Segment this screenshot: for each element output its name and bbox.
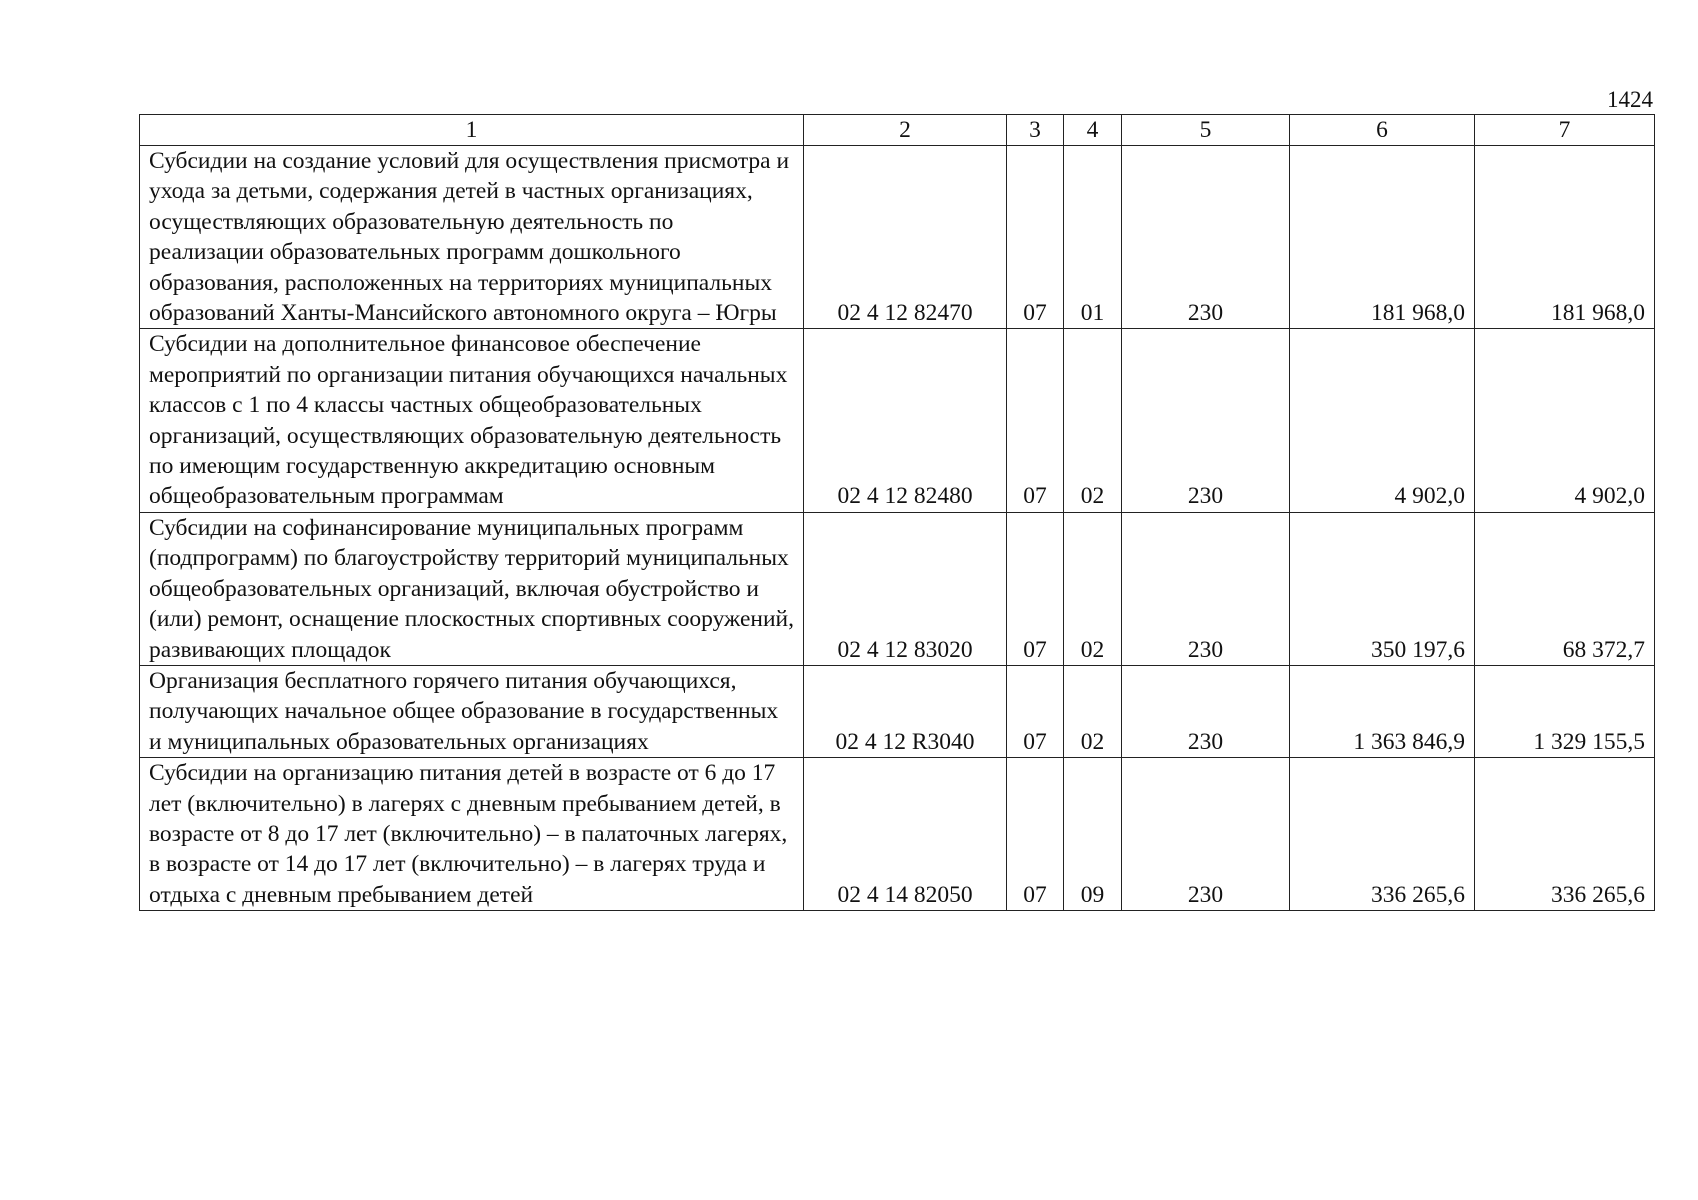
row-description: Субсидии на создание условий для осуществления присмотра и ухода за детьми, содержания детей в частных организациях, осуществляющих образовательную деятельность по реализации образовательных программ дошкольного образования, расположенных на территориях муниципальных образований Ханты-Мансийского автономного округа – Югры xyxy=(140,146,804,329)
row-section: 07 xyxy=(1007,329,1064,512)
row-subsection: 02 xyxy=(1064,665,1122,757)
row-expense-type: 230 xyxy=(1122,512,1290,665)
row-amount-col7: 68 372,7 xyxy=(1475,512,1655,665)
header-row xyxy=(140,115,1655,146)
page-number: 1424 xyxy=(1607,87,1653,112)
header-col-1: 1 xyxy=(140,115,804,146)
header-col-4: 4 xyxy=(1064,115,1122,146)
table-row xyxy=(140,146,1655,329)
row-expense-type: 230 xyxy=(1122,146,1290,329)
row-section: 07 xyxy=(1007,146,1064,329)
row-target-code: 02 4 14 82050 xyxy=(804,758,1007,911)
header-col-2: 2 xyxy=(804,115,1007,146)
row-target-code: 02 4 12 83020 xyxy=(804,512,1007,665)
table-row xyxy=(140,512,1655,665)
row-expense-type: 230 xyxy=(1122,758,1290,911)
row-description: Субсидии на организацию питания детей в возрасте от 6 до 17 лет (включительно) в лагерях с дневным пребыванием детей, в возрасте от 8 до 17 лет (включительно) – в палаточных лагерях, в возрасте от 14 до 17 лет (включительно) – в лагерях труда и отдыха с дневным пребыванием детей xyxy=(140,758,804,911)
header-col-5: 5 xyxy=(1122,115,1290,146)
row-description: Субсидии на дополнительное финансовое обеспечение мероприятий по организации питания обучающихся начальных классов с 1 по 4 классы частных общеобразовательных организаций, осуществляющих образовательную деятельность по имеющим государственную аккредитацию основным общеобразовательным программам xyxy=(140,329,804,512)
row-target-code: 02 4 12 R3040 xyxy=(804,665,1007,757)
row-amount-col6: 4 902,0 xyxy=(1290,329,1475,512)
row-subsection: 02 xyxy=(1064,329,1122,512)
row-subsection: 01 xyxy=(1064,146,1122,329)
row-target-code: 02 4 12 82480 xyxy=(804,329,1007,512)
row-amount-col7: 181 968,0 xyxy=(1475,146,1655,329)
table-row xyxy=(140,665,1655,757)
row-description: Организация бесплатного горячего питания обучающихся, получающих начальное общее образование в государственных и муниципальных образовательных организациях xyxy=(140,665,804,757)
row-amount-col7: 4 902,0 xyxy=(1475,329,1655,512)
row-amount-col6: 336 265,6 xyxy=(1290,758,1475,911)
header-col-6: 6 xyxy=(1290,115,1475,146)
row-subsection: 02 xyxy=(1064,512,1122,665)
header-col-7: 7 xyxy=(1475,115,1655,146)
row-target-code: 02 4 12 82470 xyxy=(804,146,1007,329)
row-amount-col6: 1 363 846,9 xyxy=(1290,665,1475,757)
row-section: 07 xyxy=(1007,758,1064,911)
row-amount-col7: 336 265,6 xyxy=(1475,758,1655,911)
row-expense-type: 230 xyxy=(1122,329,1290,512)
row-amount-col6: 181 968,0 xyxy=(1290,146,1475,329)
table-row xyxy=(140,758,1655,911)
row-amount-col7: 1 329 155,5 xyxy=(1475,665,1655,757)
row-amount-col6: 350 197,6 xyxy=(1290,512,1475,665)
row-description: Субсидии на софинансирование муниципальных программ (подпрограмм) по благоустройству территорий муниципальных общеобразовательных организаций, включая обустройство и (или) ремонт, оснащение плоскостных спортивных сооружений, развивающих площадок xyxy=(140,512,804,665)
table-row xyxy=(140,329,1655,512)
header-col-3: 3 xyxy=(1007,115,1064,146)
row-subsection: 09 xyxy=(1064,758,1122,911)
row-section: 07 xyxy=(1007,512,1064,665)
row-section: 07 xyxy=(1007,665,1064,757)
budget-table xyxy=(139,114,1655,911)
row-expense-type: 230 xyxy=(1122,665,1290,757)
